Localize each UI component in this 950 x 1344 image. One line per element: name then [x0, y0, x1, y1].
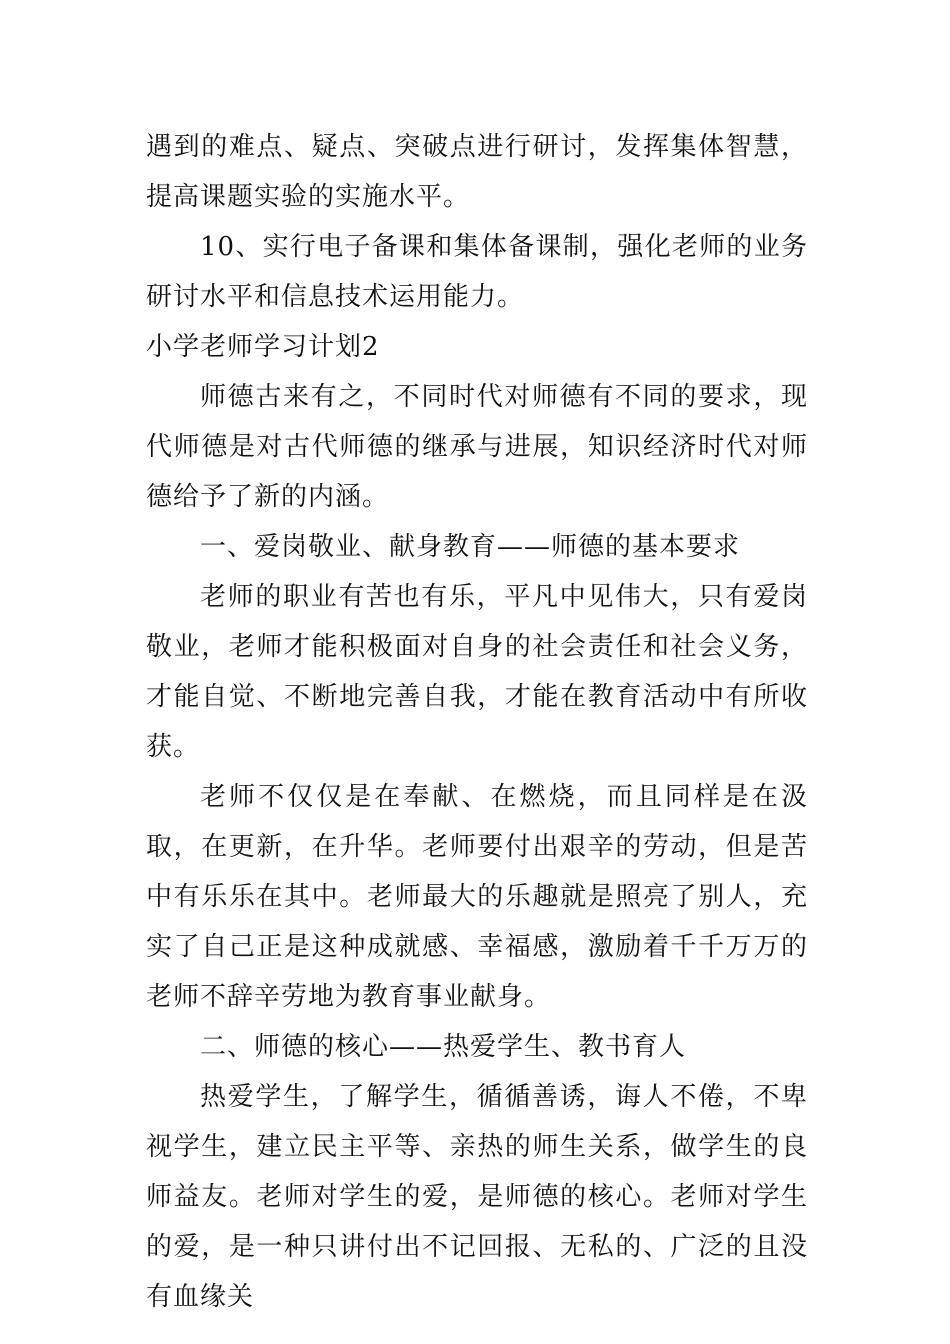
- list-item-10-paragraph: 10、实行电子备课和集体备课制，强化老师的业务研讨水平和信息技术运用能力。: [146, 232, 808, 312]
- body-paragraph-3: 热爱学生，了解学生，循循善诱，诲人不倦，不卑视学生，建立民主平等、亲热的师生关系，做学生的良师益友。老师对学生的爱，是师德的核心。老师对学生的爱，是一种只讲付出不记回报、无私的、广泛的且没有血缘关: [146, 1082, 808, 1312]
- body-paragraph-1: 老师的职业有苦也有乐，平凡中见伟大，只有爱岗敬业，老师才能积极面对自身的社会责任和社会义务，才能自觉、不断地完善自我，才能在教育活动中有所收获。: [146, 582, 808, 762]
- continued-paragraph: 遇到的难点、疑点、突破点进行研讨，发挥集体智慧，提高课题实验的实施水平。: [146, 132, 808, 212]
- document-body: [146, 122, 808, 1322]
- section-heading-2: 二、师德的核心——热爱学生、教书育人: [200, 1032, 687, 1062]
- body-paragraph-2: 老师不仅仅是在奉献、在燃烧，而且同样是在汲取，在更新，在升华。老师要付出艰辛的劳动，但是苦中有乐乐在其中。老师最大的乐趣就是照亮了别人，充实了自己正是这种成就感、幸福感，激励着千千万万的老师不辞辛劳地为教育事业献身。: [146, 782, 808, 1012]
- intro-paragraph: 师德古来有之，不同时代对师德有不同的要求，现代师德是对古代师德的继承与进展，知识经济时代对师德给予了新的内涵。: [146, 382, 808, 512]
- section-heading-1: 一、爱岗敬业、献身教育——师德的基本要求: [200, 532, 741, 562]
- document-title: 小学老师学习计划2: [146, 332, 380, 362]
